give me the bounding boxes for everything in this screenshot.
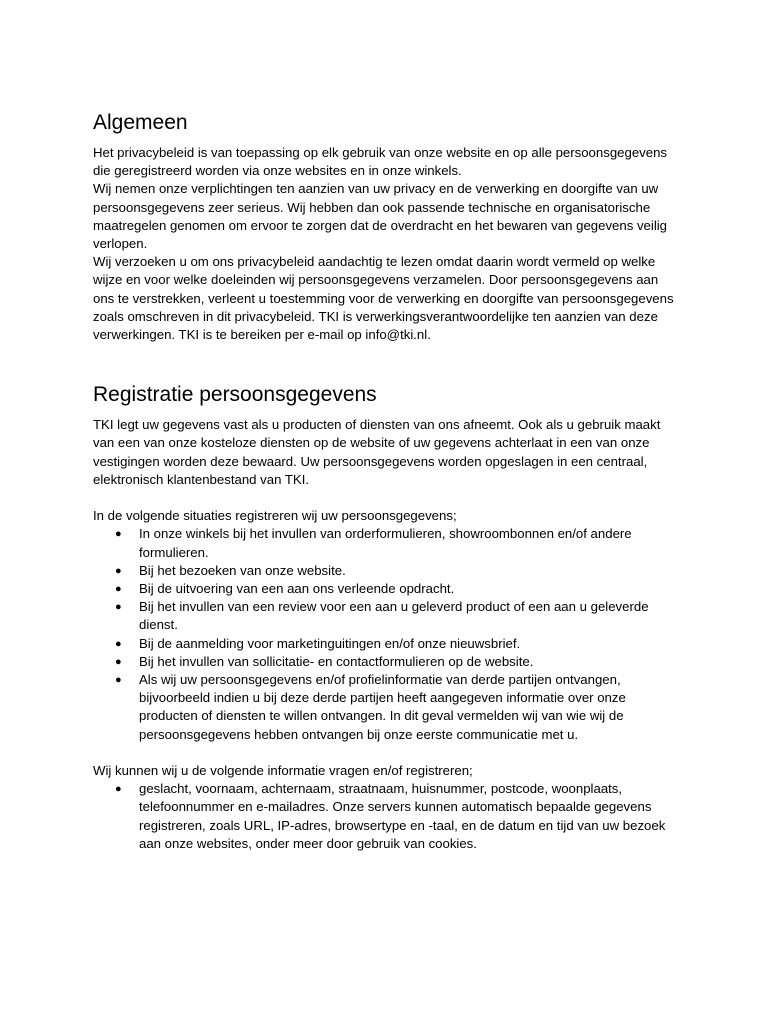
- bullet-icon: ●: [115, 655, 122, 668]
- list1-intro: In de volgende situaties registreren wij uw persoonsgegevens;: [93, 508, 457, 524]
- algemeen-paragraph-1: Het privacybeleid is van toepassing op elk gebruik van onze website en op alle persoonsgegevens die geregistreerd worden via onze websites en in onze winkels.: [93, 145, 668, 179]
- bullet-icon: ●: [115, 674, 122, 687]
- list2-intro: Wij kunnen wij u de volgende informatie vragen en/of registreren;: [93, 763, 473, 779]
- registratie-intro: TKI legt uw gegevens vast als u producten of diensten van ons afneemt. Ook als u gebruik maakt van een van onze kosteloze diensten op de website of uw gegevens achterlaat in een van onze vestigingen worden deze bewaard. Uw persoonsgegevens worden opgeslagen in een centraal, elektronisch klantenbestand van TKI.: [93, 417, 661, 487]
- document-page: [93, 108, 678, 853]
- list-item: [93, 562, 678, 580]
- heading-algemeen: Algemeen: [93, 111, 188, 134]
- list-item-text: Bij de uitvoering van een aan ons verleende opdracht.: [139, 581, 455, 597]
- situations-list: [93, 525, 678, 743]
- bullet-icon: ●: [115, 637, 122, 650]
- list-item: [93, 598, 678, 634]
- list-item: [93, 635, 678, 653]
- bullet-icon: ●: [115, 601, 122, 614]
- paragraph-spacer: [93, 744, 678, 762]
- list-item-text: Bij het bezoeken van onze website.: [139, 562, 346, 578]
- list-item-text: Bij het invullen van sollicitatie- en contactformulieren op de website.: [139, 653, 534, 669]
- bullet-icon: ●: [115, 583, 122, 596]
- information-list: [93, 780, 678, 853]
- bullet-icon: ●: [115, 783, 122, 796]
- list-item: [93, 525, 678, 561]
- list-item-text: Als wij uw persoonsgegevens en/of profielinformatie van derde partijen ontvangen, bijvoorbeeld indien u bij deze derde partijen heeft aangegeven informatie over onze producten of diensten te willen ontvangen. In dit geval vermelden wij van wie wij de persoonsgegevens hebben ontvangen bij onze eerste communicatie met u.: [139, 672, 626, 742]
- list-item: [93, 653, 678, 671]
- algemeen-paragraph-3: Wij verzoeken u om ons privacybeleid aandachtig te lezen omdat daarin wordt vermeld op welke wijze en voor welke doeleinden wij persoonsgegevens verzamelen. Door persoonsgegevens aan ons te verstrekken, verleent u toestemming voor de verwerking en doorgifte van persoonsgegevens zoals omschreven in dit privacybeleid. TKI is verwerkingsverantwoordelijke ten aanzien van deze verwerkingen. TKI is te bereiken per e-mail op info@tki.nl.: [93, 254, 674, 343]
- heading-registratie: Registratie persoonsgegevens: [93, 383, 377, 407]
- algemeen-paragraph-2: Wij nemen onze verplichtingen ten aanzien van uw privacy en de verwerking en doorgifte van uw persoonsgegevens zeer serieus. Wij hebben dan ook passende technische en organisatorische maatregelen genomen om ervoor te zorgen dat de overdracht en het bewaren van gegevens veilig verlopen.: [93, 181, 668, 252]
- list-item-text: Bij het invullen van een review voor een aan u geleverd product of een aan u geleverde dienst.: [139, 599, 649, 633]
- list-item: [93, 580, 678, 598]
- list-item: [93, 780, 678, 853]
- section-spacer: [93, 344, 678, 380]
- list-item-text: Bij de aanmelding voor marketinguitingen en/of onze nieuwsbrief.: [139, 635, 521, 651]
- list-item-text: geslacht, voornaam, achternaam, straatnaam, huisnummer, postcode, woonplaats, telefoonnummer en e-mailadres. Onze servers kunnen automatisch bepaalde gegevens registreren, zoals URL, IP-adres, browsertype en -taal, en de datum en tijd van uw bezoek aan onze websites, onder meer door gebruik van cookies.: [139, 781, 666, 851]
- paragraph-spacer: [93, 489, 678, 507]
- bullet-icon: ●: [115, 528, 122, 541]
- list-item-text: In onze winkels bij het invullen van orderformulieren, showroombonnen en/of andere formulieren.: [139, 526, 632, 560]
- bullet-icon: ●: [115, 564, 122, 577]
- list-item: [93, 671, 678, 744]
